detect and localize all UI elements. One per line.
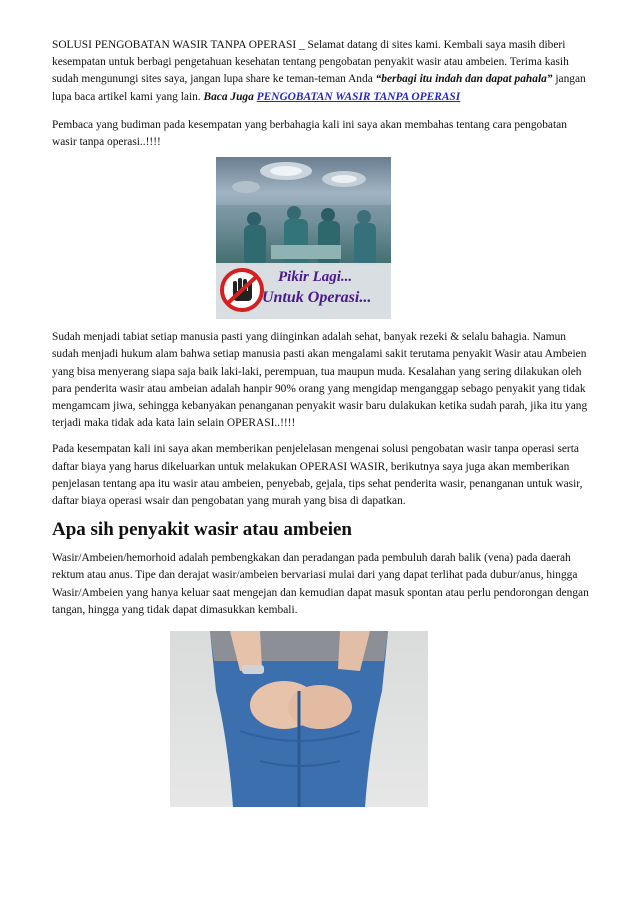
section-heading: Apa sih penyakit wasir atau ambeien [52,519,353,541]
overlay-text-line2: Untuk Operasi... [262,289,372,307]
surgery-photo [216,157,391,319]
quote-text: “berbagi itu indah dan dapat pahala” [375,73,553,86]
document-page [52,37,592,807]
intro-text: SOLUSI PENGOBATAN WASIR TANPA OPERASI _ Selamat datang di sites kami. Kembali saya masih diberi kesempatan untuk berbagi pengetahuan kesehatan tentang pengobatan penyakit wasir atau ambeien. Terima kasih sudah mengunungi sites saya, jangan lupa share ke teman-teman Anda [52,39,569,86]
baca-juga-label: Baca Juga [203,90,254,103]
pengobatan-wasir-link[interactable]: PENGOBATAN WASIR TANPA OPERASI [256,90,461,103]
intro-paragraph [52,37,592,106]
intro-mid-text: jangan lupa baca artikel kami yang lain. [52,73,586,103]
body-paragraph-1: Sudah menjadi tabiat setiap manusia pasti yang diinginkan adalah sehat, banyak rezeki & selalu bahagia. Namun sudah menjadi hukum alam bahwa setiap manusia pasti akan mengalami sakit terutama penyakit Wasir atau Ambeien yang bisa menyerang siapa saja baik laki-laki, perempuan, tua maupun muda. Kesalahan yang sering dilakukan oleh para penderita wasir atau ambeian adalah hanpir 90% orang yang mengidap menganggap sebago penyakit yang tidak mengamcam jiwa, sehingga kebanyakan penanganan penyakit wasir baru dulakukan ketika sudah parah, jika itu yang terjadi maka tidak ada kata lain selain OPERASI..!!!! [52,331,588,430]
definition-paragraph: Wasir/Ambeien/hemorhoid adalah pembengkakan dan peradangan pada pembuluh darah balik (vena) pada daerah rektum atau anus. Tipe dan derajat wasir/ambeien bervariasi mulai dari yang dapat terlihat pada dubur/anus, hingga Wasir/Ambeien yang hanya keluar saat mengejan dan kemudian dapat masuk spontan atau perlu pendorongan dengan tangan, hingga yang tidak dapat dimasukkan kembali. [52,552,589,616]
hemorrhoid-illustration-photo [170,631,428,807]
overlay-text-line1: Pikir Lagi... [278,269,353,286]
body-paragraph-2: Pada kesempatan kali ini saya akan memberikan penjelelasan mengenai solusi pengobatan wasir tanpa operasi serta daftar biaya yang harus dikeluarkan untuk melakukan OPERASI WASIR, berikutnya saya juga akan memberikan penjelasan tentang apa itu wasir atau ambeien, penyebab, gejala, tips sehat penderita wasir, penanganan untuk wasir, daftar biaya operasi wsair dan pengobatan yang murah yang bisa di dapatkan. [52,443,583,508]
stop-hand-icon [219,267,265,313]
reader-paragraph: Pembaca yang budiman pada kesempatan yang berbahagia kali ini saya akan membahas tentang cara pengobatan wasir tanpa operasi..!!!! [52,118,567,149]
